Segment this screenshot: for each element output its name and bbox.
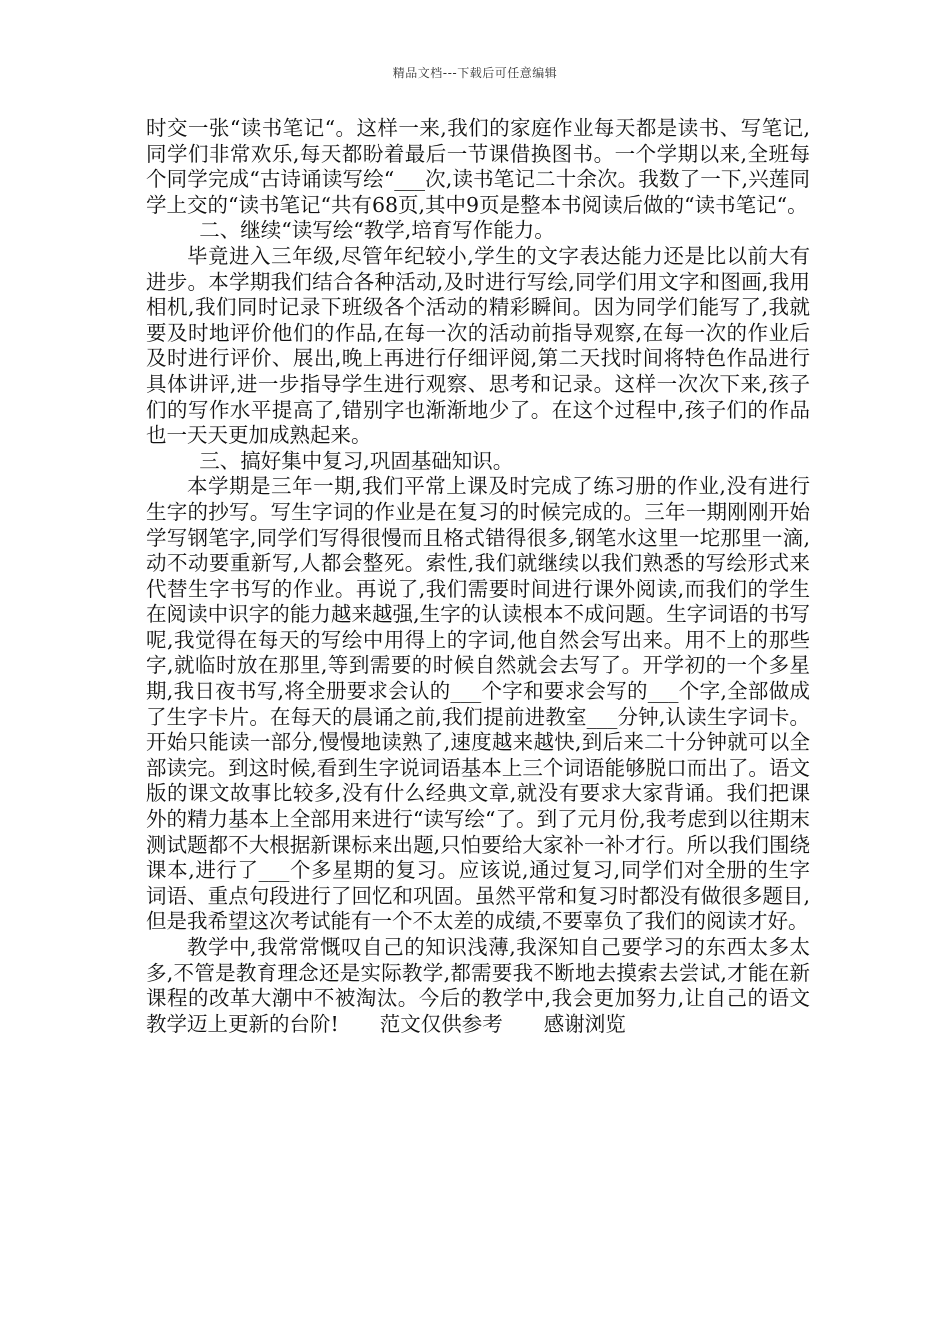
paragraph-conclusion: 教学中,我常常慨叹自己的知识浅薄,我深知自己要学习的东西太多太多,不管是教育理念还是实际教学,都需要我不断地去摸索去尝试,才能在新课程的改革大潮中不被淘汰。今后的教学中,我会更加努力,让自己的语文教学迈上更新的台阶! 范文仅供参考 感谢浏览 xyxy=(146,935,810,1036)
section-heading-2: 二、继续“读写绘“教学,培育写作能力。 xyxy=(199,218,555,243)
paragraph-writing: 毕竟进入三年级,尽管年纪较小,学生的文字表达能力还是比以前大有进步。本学期我们结合各种活动,及时进行写绘,同学们用文字和图画,我用相机,我们同时记录下班级各个活动的精彩瞬间。因为同学们能写了,我就要及时地评价他们的作品,在每一次的活动前指导观察,在每一次的作业后及时进行评价、展出,晚上再进行仔细评阅,第二天找时间将特色作品进行具体讲评,进一步指导学生进行观察、思考和记录。这样一次次下来,孩子们的写作水平提高了,错别字也渐渐地少了。在这个过程中,孩子们的作品也一天天更加成熟起来。 xyxy=(146,243,810,448)
section-heading-3: 三、搞好集中复习,巩固基础知识。 xyxy=(199,448,514,473)
document-body xyxy=(146,116,810,1037)
paragraph-review: 本学期是三年一期,我们平常上课及时完成了练习册的作业,没有进行生字的抄写。写生字词的作业是在复习的时候完成的。三年一期刚刚开始学写钢笔字,同学们写得很慢而且格式错得很多,钢笔水这里一坨那里一滴,动不动要重新写,人都会整死。索性,我们就继续以我们熟悉的写绘形式来代替生字书写的作业。再说了,我们需要时间进行课外阅读,而我们的学生在阅读中识字的能力越来越强,生字的认读根本不成问题。生字词语的书写呢,我觉得在每天的写绘中用得上的字词,他自然会写出来。用不上的那些字,就临时放在那里,等到需要的时候自然就会去写了。开学初的一个多星期,我日夜书写,将全册要求会认的___个字和要求会写的___个字,全部做成了生字卡片。在每天的晨诵之前,我们提前进教室___分钟,认读生字词卡。开始只能读一部分,慢慢地读熟了,速度越来越快,到后来二十分钟就可以全部读完。到这时候,看到生字说词语基本上三个词语能够脱口而出了。语文版的课文故事比较多,没有什么经典文章,就没有要求大家背诵。我们把课外的精力基本上全部用来进行“读写绘“了。到了元月份,我考虑到以往期末测试题都不大根据新课标来出题,只怕要给大家补一补才行。所以我们围绕课本,进行了___个多星期的复习。应该说,通过复习,同学们对全册的生字词语、重点句段进行了回忆和巩固。虽然平常和复习时都没有做很多题目,但是我希望这次考试能有一个不太差的成绩,不要辜负了我们的阅读才好。 xyxy=(146,474,810,934)
page-header: 精品文档---下载后可任意编辑 xyxy=(392,66,558,80)
paragraph-continuation: 时交一张“读书笔记“。这样一来,我们的家庭作业每天都是读书、写笔记,同学们非常欢乐,每天都盼着最后一节课借换图书。一个学期以来,全班每个同学完成“古诗诵读写绘“___次,读书笔记二十余次。我数了一下,兴莲同学上交的“读书笔记“共有68页,其中9页是整本书阅读后做的“读书笔记“。 xyxy=(146,116,810,217)
